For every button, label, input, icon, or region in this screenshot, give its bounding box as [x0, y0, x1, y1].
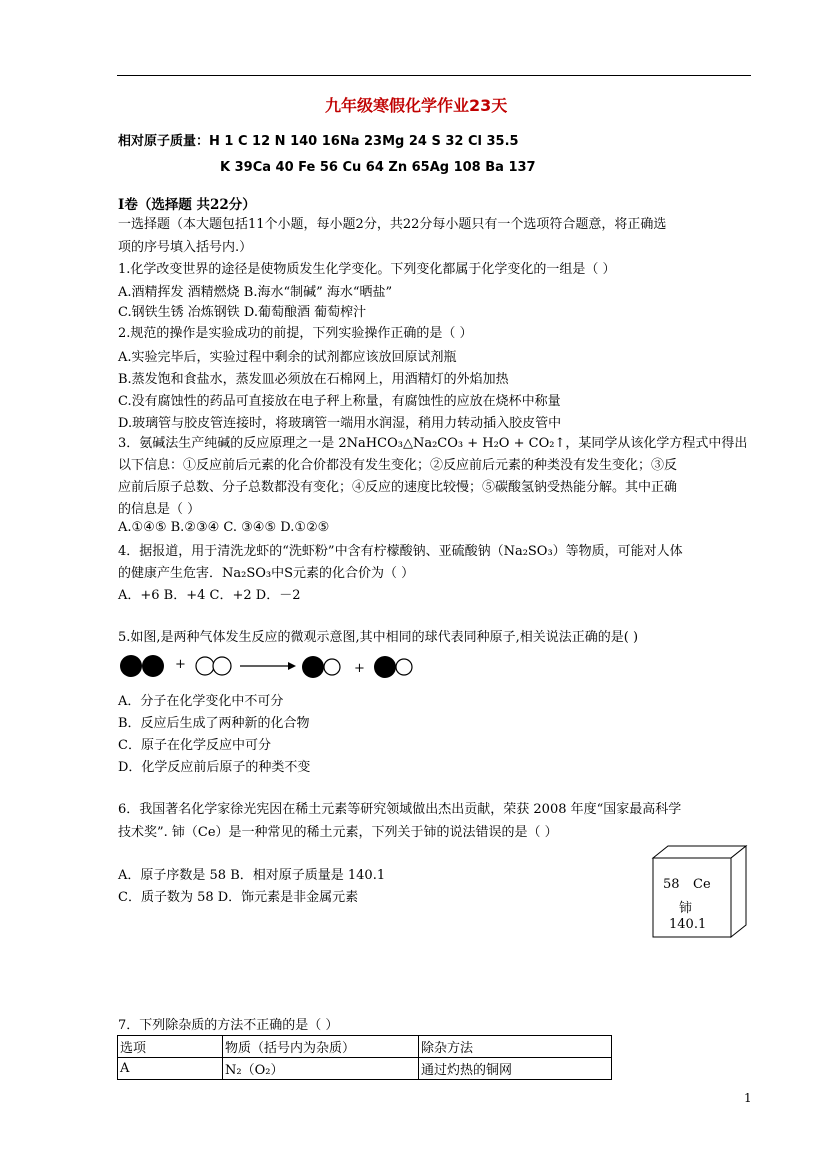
q7-table	[117, 1035, 612, 1080]
page-number: 1	[744, 1091, 752, 1105]
dark-atom	[374, 656, 396, 678]
q3-line1: 3．氨碱法生产纯碱的反应原理之一是 2NaHCO₃△Na₂CO₃ + H₂O + CO₂↑，某同学从该化学方程式中得出	[118, 436, 748, 451]
q4-options: A．+6 B．+4 C．+2 D．－2	[118, 588, 301, 603]
plus-sign-1: +	[175, 657, 186, 672]
element-mass: 140.1	[669, 917, 707, 932]
q2-option-d: D.玻璃管与胶皮管连接时，将玻璃管一端用水润湿，稍用力转动插入胶皮管中	[118, 416, 562, 431]
atomic-mass-line1: 相对原子质量：H 1 C 12 N 140 16Na 23Mg 24 S 32 Cl 35.5	[118, 134, 519, 149]
table-header-cell: 物质（括号内为杂质）	[223, 1036, 419, 1058]
table-header-row	[118, 1036, 612, 1058]
table-row	[118, 1058, 612, 1080]
q4-line2: 的健康产生危害．Na₂SO₃中S元素的化合价为（ ）	[118, 566, 415, 581]
light-atom	[196, 657, 214, 675]
q5-stem: 5.如图,是两种气体发生反应的微观示意图,其中相同的球代表同种原子,相关说法正确的是( )	[118, 630, 639, 645]
q2-option-c: C.没有腐蚀性的药品可直接放在电子秤上称量，有腐蚀性的应放在烧杯中称量	[118, 394, 561, 409]
reaction-arrowhead	[288, 662, 296, 670]
reaction-diagram	[118, 650, 418, 686]
q7-stem: 7．下列除杂质的方法不正确的是（ ）	[118, 1018, 339, 1033]
section-heading: I卷（选择题 共22分）	[118, 197, 256, 213]
q1-options-ab: A.酒精挥发 酒精燃烧 B.海水“制碱” 海水“晒盐”	[118, 285, 393, 300]
light-atom	[324, 659, 340, 675]
table-cell: 通过灼热的铜网	[419, 1058, 612, 1080]
q6-options-cd: C．质子数为 58 D．饰元素是非金属元素	[118, 890, 359, 905]
header-rule	[117, 75, 751, 76]
q3-line3: 应前后原子总数、分子总数都没有变化；④反应的速度比较慢；⑤碳酸氢钠受热能分解。其中正确	[118, 480, 678, 495]
table-cell: A	[118, 1058, 223, 1080]
instructions-line2: 项的序号填入括号内.）	[118, 240, 253, 255]
atomic-mass-line2: K 39Ca 40 Fe 56 Cu 64 Zn 65Ag 108 Ba 137	[220, 160, 536, 175]
plus-sign-2: +	[354, 661, 365, 676]
element-symbol: Ce	[693, 877, 711, 892]
q6-line2: 技术奖”. 铈（Ce）是一种常见的稀土元素，下列关于铈的说法错误的是（ ）	[118, 825, 558, 840]
q3-line4: 的信息是（ ）	[118, 502, 201, 517]
q3-options: A.①④⑤ B.②③④ C. ③④⑤ D.①②⑤	[118, 520, 330, 535]
q1-stem: 1.化学改变世界的途径是使物质发生化学变化。下列变化都属于化学变化的一组是（ ）	[118, 262, 616, 277]
dark-atom	[142, 655, 164, 677]
table-cell: N₂（O₂）	[223, 1058, 419, 1080]
light-atom	[213, 657, 231, 675]
q5-option-d: D．化学反应前后原子的种类不变	[118, 760, 311, 775]
element-number: 58	[663, 877, 680, 892]
q6-line1: 6．我国著名化学家徐光宪因在稀土元素等研究领域做出杰出贡献，荣获 2008 年度“国家最高科学	[118, 802, 682, 817]
dark-atom	[302, 656, 324, 678]
q5-option-c: C．原子在化学反应中可分	[118, 738, 271, 753]
table-header-cell: 除杂方法	[419, 1036, 612, 1058]
instructions-line1: 一选择题（本大题包括11个小题，每小题2分，共22分每小题只有一个选项符合题意，将正确选	[118, 217, 667, 232]
q2-option-b: B.蒸发饱和食盐水，蒸发皿必须放在石棉网上，用酒精灯的外焰加热	[118, 372, 509, 387]
q5-option-a: A．分子在化学变化中不可分	[118, 694, 284, 709]
q3-line2: 以下信息：①反应前后元素的化合价都没有发生变化；②反应前后元素的种类没有发生变化；③反	[118, 458, 678, 473]
q4-line1: 4．据报道，用于清洗龙虾的“洗虾粉”中含有柠檬酸钠、亚硫酸钠（Na₂SO₃）等物质，可能对人体	[118, 544, 683, 559]
q2-option-a: A.实验完毕后，实验过程中剩余的试剂都应该放回原试剂瓶	[118, 350, 457, 365]
q6-options-ab: A．原子序数是 58 B．相对原子质量是 140.1	[118, 868, 386, 883]
table-header-cell: 选项	[118, 1036, 223, 1058]
q5-option-b: B．反应后生成了两种新的化合物	[118, 716, 310, 731]
element-name: 铈	[679, 901, 693, 916]
q2-stem: 2.规范的操作是实验成功的前提，下列实验操作正确的是（ ）	[118, 326, 473, 341]
light-atom	[396, 659, 412, 675]
page-title: 九年级寒假化学作业23天	[325, 96, 508, 115]
dark-atom	[120, 655, 142, 677]
q1-options-cd: C.钢铁生锈 冶炼钢铁 D.葡萄酿酒 葡萄榨汁	[118, 305, 367, 320]
